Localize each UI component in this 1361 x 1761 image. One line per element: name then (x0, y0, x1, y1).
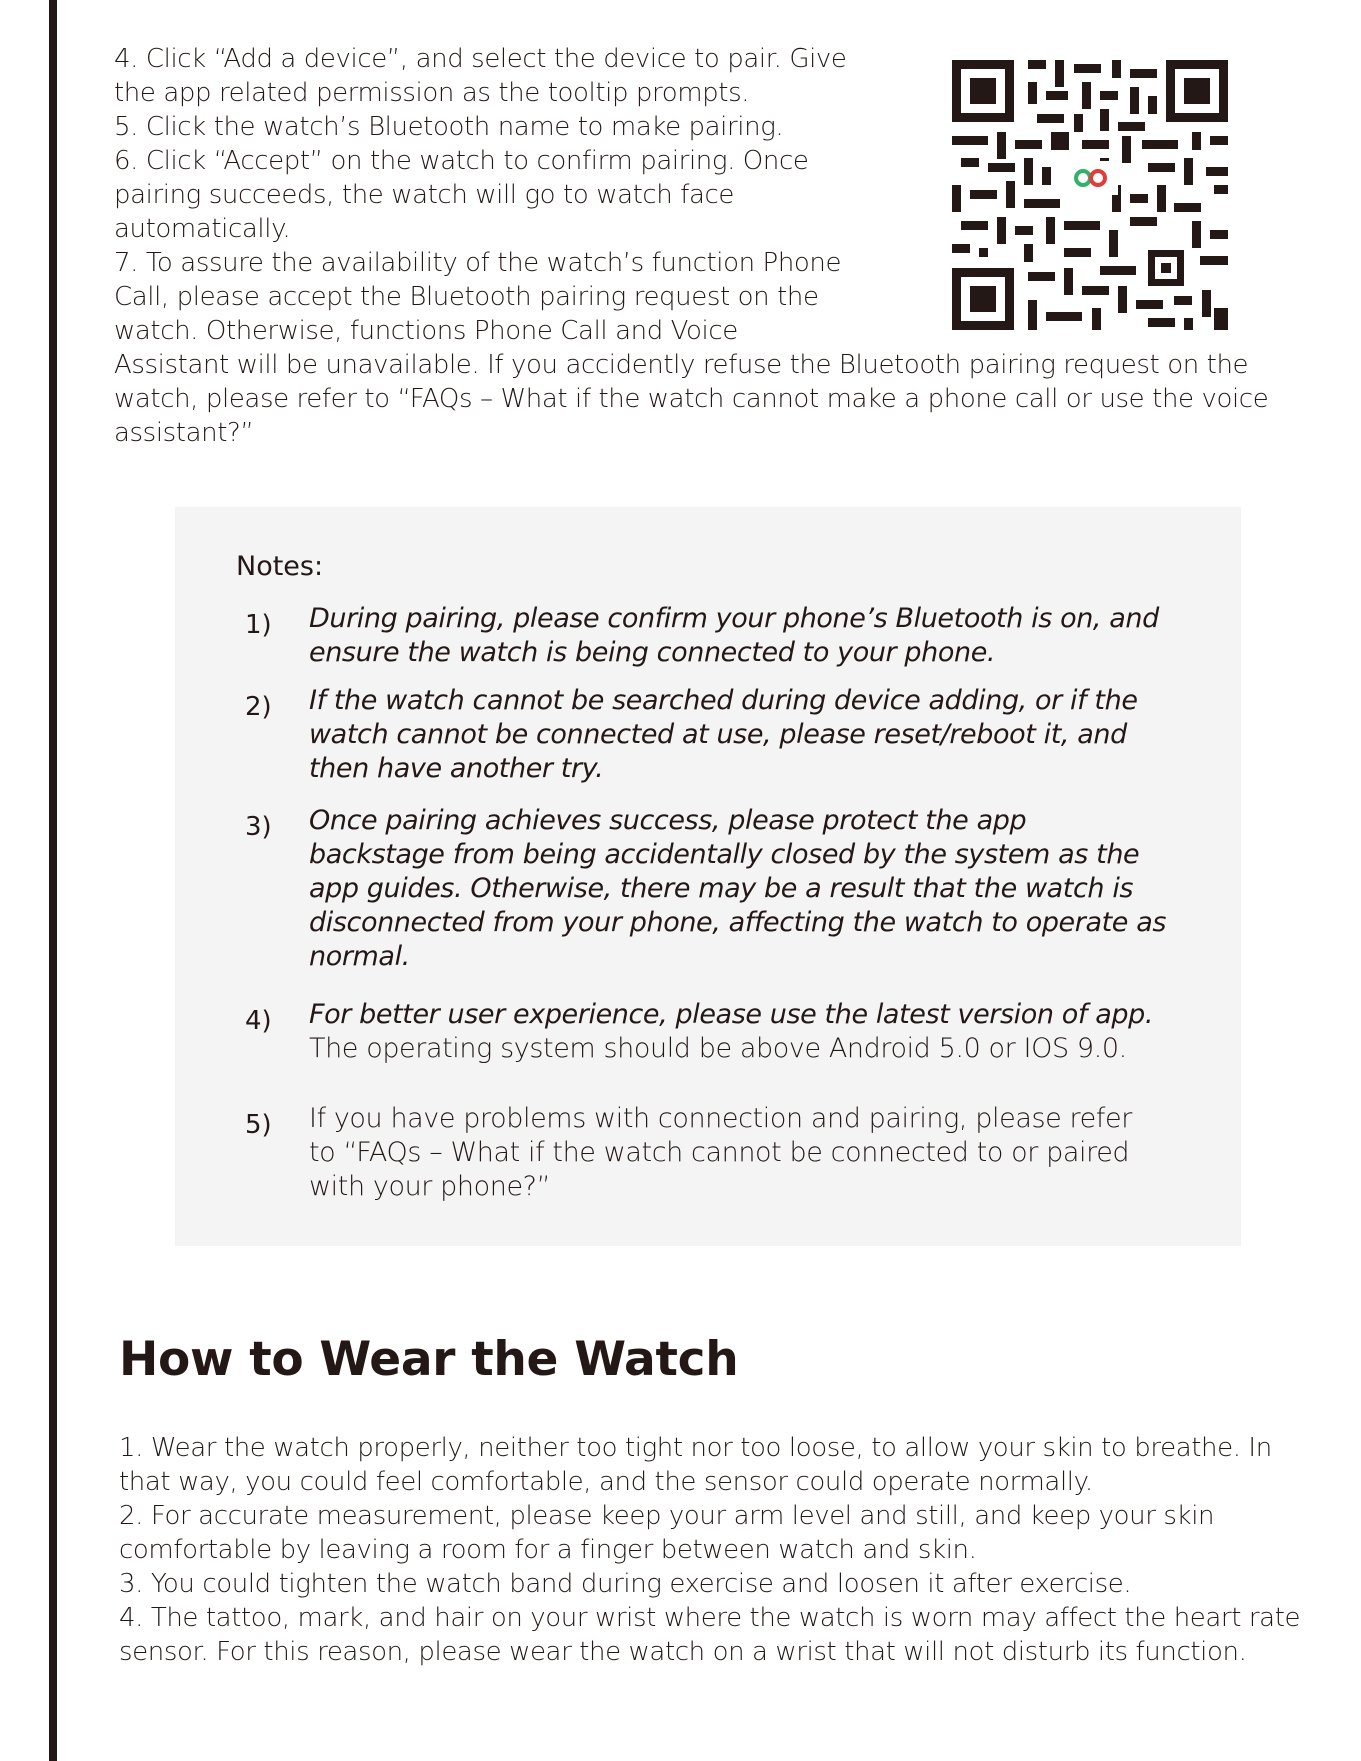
pairing-step-line: pairing succeeds, the watch will go to watch face (114, 180, 735, 210)
wear-step-line: 2. For accurate measurement, please keep your arm level and still, and keep your skin (119, 1501, 1215, 1531)
note-line: If you have problems with connection and pairing, please refer (309, 1103, 1132, 1134)
note-line: backstage from being accidentally closed by the system as the (309, 839, 1140, 870)
notes-title: Notes: (236, 551, 324, 582)
left-margin-rule (49, 0, 57, 1761)
pairing-step-line: 5. Click the watch’s Bluetooth name to make pairing. (114, 112, 784, 142)
pairing-step-line: Call, please accept the Bluetooth pairing request on the (114, 282, 819, 312)
note-line: The operating system should be above Android 5.0 or IOS 9.0. (309, 1033, 1127, 1064)
pairing-step-line: Assistant will be unavailable. If you accidently refuse the Bluetooth pairing request on the (114, 350, 1249, 380)
note-text (309, 684, 1138, 786)
pairing-step-line: watch, please refer to “FAQs – What if the watch cannot make a phone call or use the voice (114, 384, 1269, 414)
note-line: with your phone?” (309, 1171, 551, 1202)
pairing-step-line: the app related permission as the tooltip prompts. (114, 78, 750, 108)
wear-step-line: sensor. For this reason, please wear the watch on a wrist that will not disturb its function. (119, 1637, 1247, 1667)
wear-step-line: that way, you could feel comfortable, and the sensor could operate normally. (119, 1467, 1093, 1497)
note-line: For better user experience, please use the latest version of app. (309, 999, 1153, 1030)
wear-step-line: comfortable by leaving a room for a finger between watch and skin. (119, 1535, 977, 1565)
pairing-step-line: watch. Otherwise, functions Phone Call and Voice (114, 316, 738, 346)
wear-step-line: 3. You could tighten the watch band during exercise and loosen it after exercise. (119, 1569, 1132, 1599)
pairing-step-line: 4. Click “Add a device”, and select the device to pair. Give (114, 44, 847, 74)
note-number: 3) (245, 812, 272, 842)
note-line: If the watch cannot be searched during device adding, or if the (309, 685, 1138, 716)
note-line: disconnected from your phone, affecting the watch to operate as (309, 907, 1167, 938)
pairing-step-line: automatically. (114, 214, 291, 244)
note-line: to “FAQs – What if the watch cannot be connected to or paired (309, 1137, 1130, 1168)
section-heading: How to Wear the Watch (119, 1332, 739, 1387)
note-line: app guides. Otherwise, there may be a result that the watch is (309, 873, 1134, 904)
note-line: normal. (309, 941, 410, 972)
note-number: 2) (245, 692, 272, 722)
wear-step-line: 4. The tattoo, mark, and hair on your wrist where the watch is worn may affect the heart rate (119, 1603, 1301, 1633)
note-line: ensure the watch is being connected to your phone. (309, 637, 996, 668)
note-text (309, 804, 1166, 974)
wear-instructions (119, 1431, 1300, 1669)
note-text (309, 602, 1159, 670)
note-number: 1) (245, 610, 272, 640)
note-line: Once pairing achieves success, please protect the app (309, 805, 1027, 836)
wear-step-line: 1. Wear the watch properly, neither too tight nor too loose, to allow your skin to breathe. In (119, 1433, 1272, 1463)
note-text (309, 1102, 1132, 1204)
note-line: During pairing, please confirm your phone’s Bluetooth is on, and (309, 603, 1159, 634)
pairing-step-line: 7. To assure the availability of the watch’s function Phone (114, 248, 842, 278)
qr-code-icon[interactable] (952, 60, 1228, 330)
note-line: then have another try. (309, 753, 604, 784)
note-number: 4) (245, 1006, 272, 1036)
note-number: 5) (245, 1110, 272, 1140)
note-line: watch cannot be connected at use, please reset/reboot it, and (309, 719, 1127, 750)
pairing-step-line: 6. Click “Accept” on the watch to confirm pairing. Once (114, 146, 809, 176)
pairing-step-line: assistant?” (114, 418, 254, 448)
note-text (309, 998, 1153, 1066)
